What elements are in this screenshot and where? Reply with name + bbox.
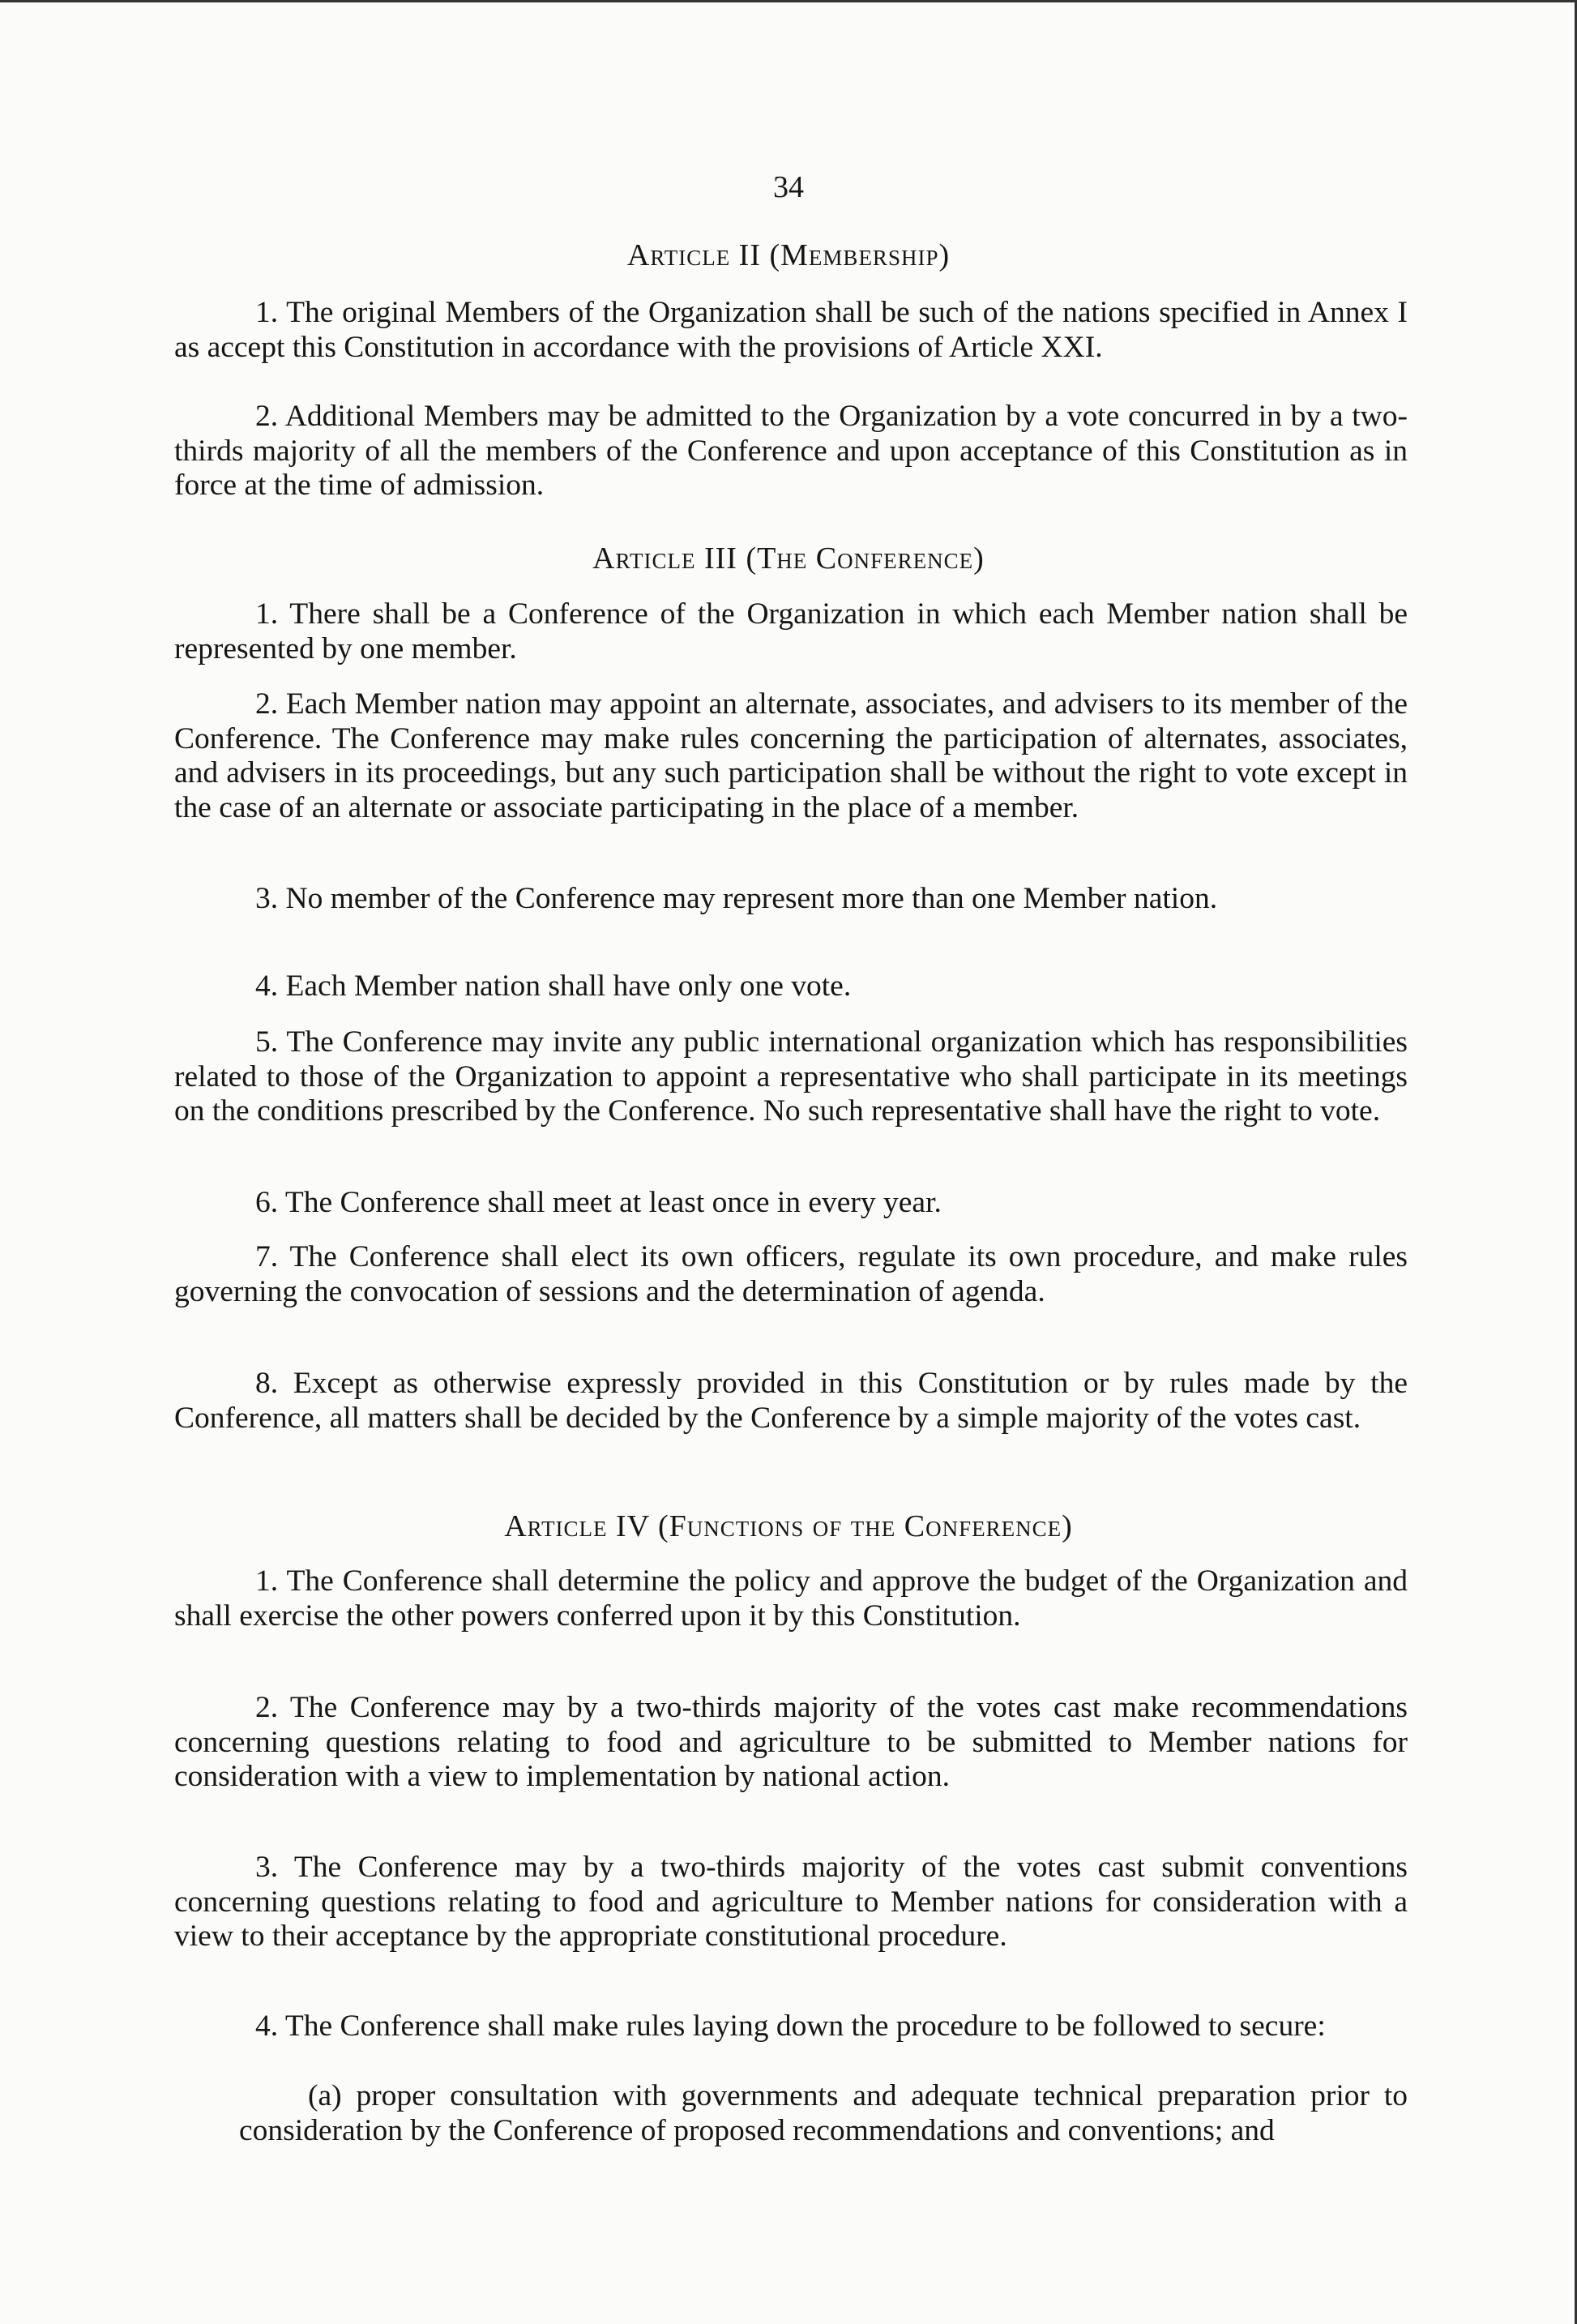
article-ii-paragraph-1: 1. The original Members of the Organization shall be such of the nations specified in Annex I as accept this Constitution in accordance with the provisions of Article XXI.: [174, 296, 1408, 364]
article-iii-paragraph-5: 5. The Conference may invite any public international organization which has responsibilities related to those of the Organization to appoint a representative who shall participate in its meetings on the conditions prescribed by the Conference. No such representative shall have the right to vote.: [174, 1025, 1408, 1128]
page-number: 34: [773, 170, 804, 204]
article-iv-paragraph-4: 4. The Conference shall make rules laying down the procedure to be followed to secure:: [255, 2009, 1326, 2043]
article-iv-paragraph-2: 2. The Conference may by a two-thirds majority of the votes cast make recommendations concerning questions relating to food and agriculture to be submitted to Member nations for consideration with a view to implementation by national action.: [174, 1691, 1408, 1793]
article-ii-paragraph-2: 2. Additional Members may be admitted to the Organization by a vote concurred in by a two-thirds majority of all the members of the Conference and upon acceptance of this Constitution as in force at the time of admission.: [174, 400, 1408, 502]
article-iv-paragraph-1: 1. The Conference shall determine the policy and approve the budget of the Organization and shall exercise the other powers conferred upon it by this Constitution.: [174, 1564, 1408, 1633]
article-iii-paragraph-1: 1. There shall be a Conference of the Organization in which each Member nation shall be represented by one member.: [174, 597, 1408, 666]
article-iii-paragraph-4: 4. Each Member nation shall have only one vote.: [255, 969, 852, 1003]
article-iii-paragraph-3: 3. No member of the Conference may represent more than one Member nation.: [255, 882, 1218, 915]
article-iii-paragraph-6: 6. The Conference shall meet at least once in every year.: [255, 1186, 942, 1219]
article-iv-subparagraph-a: (a) proper consultation with governments and adequate technical preparation prior to consideration by the Conference of proposed recommendations and conventions; and: [239, 2079, 1408, 2147]
article-iv-paragraph-3: 3. The Conference may by a two-thirds majority of the votes cast submit conventions concerning questions relating to food and agriculture to Member nations for consideration with a view to their acceptance by the appropriate constitutional procedure.: [174, 1851, 1408, 1953]
article-ii-heading: Article II (Membership): [626, 238, 951, 272]
article-iii-paragraph-7: 7. The Conference shall elect its own officers, regulate its own procedure, and make rules governing the convocation of sessions and the determination of agenda.: [174, 1240, 1408, 1308]
article-iv-heading: Article IV (Functions of the Conference): [504, 1509, 1073, 1543]
article-iii-heading: Article III (The Conference): [592, 541, 985, 576]
article-iii-paragraph-8: 8. Except as otherwise expressly provided in this Constitution or by rules made by the Conference, all matters shall be decided by the Conference by a simple majority of the votes cast.: [174, 1367, 1408, 1435]
article-iii-paragraph-2: 2. Each Member nation may appoint an alternate, associates, and advisers to its member of the Conference. The Conference may make rules concerning the participation of alternates, associates, and advisers in its proceedings, but any such participation shall be without the right to vote except in the case of an alternate or associate participating in the place of a member.: [174, 687, 1408, 824]
